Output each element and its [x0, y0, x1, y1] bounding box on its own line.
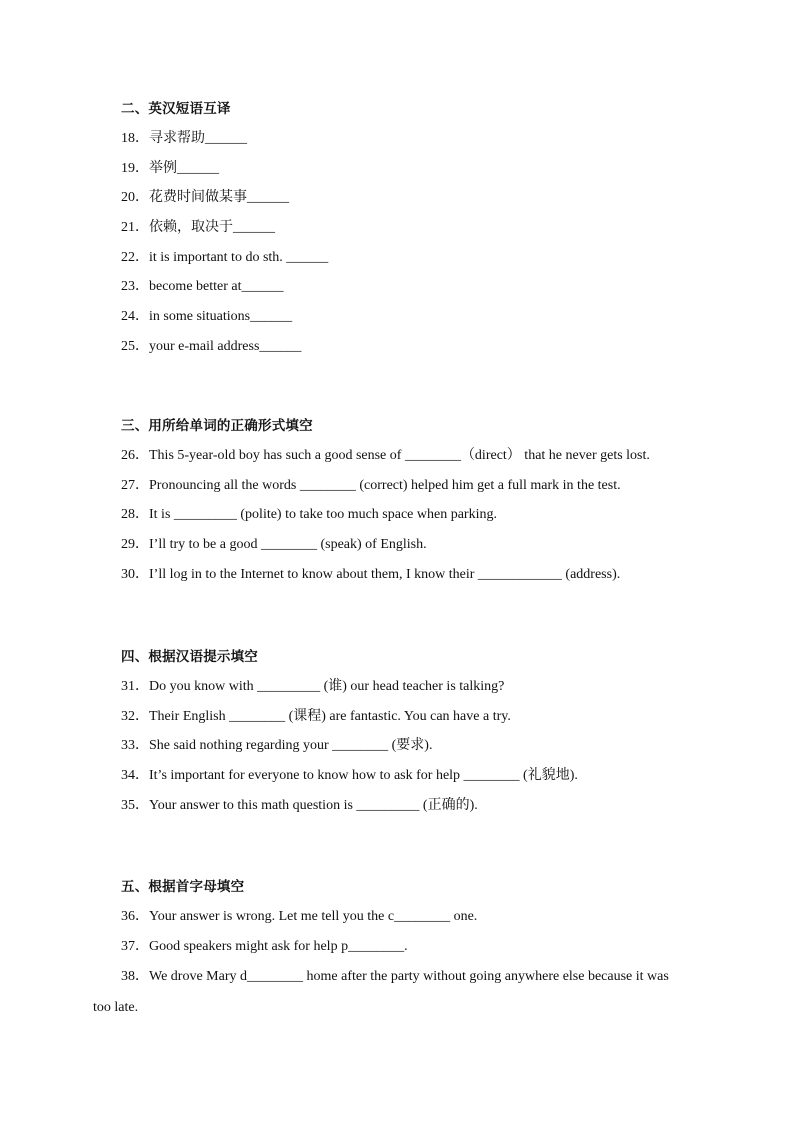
question-38-continuation	[93, 993, 701, 1023]
question-number: 21．	[121, 220, 149, 236]
section-first-letter	[93, 872, 701, 1023]
question-number: 26．	[121, 448, 149, 463]
question-25	[121, 332, 701, 362]
question-24	[121, 302, 701, 332]
question-28	[121, 500, 701, 530]
question-text: 花费时间做某事______	[149, 190, 289, 206]
question-number: 22．	[121, 249, 149, 265]
question-38	[121, 961, 701, 993]
question-number: 20．	[121, 190, 149, 206]
question-35	[121, 791, 701, 821]
question-text: I’ll try to be a good ________ (speak) of English.	[149, 537, 427, 553]
question-32	[121, 702, 701, 732]
question-text: I’ll log in to the Internet to know about them, I know their ____________ (address).	[149, 566, 621, 582]
question-number: 37．	[121, 938, 149, 954]
question-number: 23．	[121, 279, 149, 295]
section-phrase-translation	[121, 94, 701, 362]
section-title: 四、根据汉语提示填空	[121, 649, 258, 665]
question-number: 35．	[121, 797, 149, 813]
section-title: 二、英汉短语互译	[121, 101, 231, 117]
question-number: 24．	[121, 309, 149, 325]
question-number: 25．	[121, 338, 149, 354]
question-text: 寻求帮助______	[149, 131, 247, 146]
question-number: 32．	[121, 708, 149, 724]
question-text: Pronouncing all the words ________ (correct) helped him get a full mark in the test.	[149, 477, 621, 493]
question-21	[121, 213, 701, 243]
section-chinese-hints	[121, 642, 701, 820]
section-word-form	[121, 411, 701, 589]
question-text: become better at______	[149, 279, 284, 295]
question-23	[121, 272, 701, 302]
question-text: it is important to do sth. ______	[149, 249, 329, 265]
question-19	[121, 154, 701, 184]
question-number: 28．	[121, 507, 149, 523]
question-number: 34．	[121, 768, 149, 784]
question-text: Your answer to this math question is _________ (正确的).	[149, 797, 478, 813]
question-text-continuation: too late.	[93, 1000, 139, 1016]
question-33	[121, 731, 701, 761]
question-number: 38．	[121, 969, 149, 985]
question-34	[121, 761, 701, 791]
question-36	[121, 902, 701, 932]
question-text: 依赖，取决于______	[149, 220, 275, 236]
question-number: 36．	[121, 909, 149, 924]
question-text: Your answer is wrong. Let me tell you the c________ one.	[149, 909, 478, 924]
question-text: Do you know with _________ (谁) our head teacher is talking?	[149, 679, 505, 694]
question-text: She said nothing regarding your ________ (要求).	[149, 738, 433, 754]
section-title: 五、根据首字母填空	[121, 879, 245, 895]
question-22	[121, 243, 701, 273]
question-29	[121, 530, 701, 560]
question-text: We drove Mary d________ home after the party without going anywhere else because it was	[149, 969, 669, 985]
question-text: your e-mail address______	[149, 338, 302, 354]
question-31	[121, 672, 701, 702]
question-text: It’s important for everyone to know how to ask for help ________ (礼貌地).	[149, 768, 578, 784]
question-text: Good speakers might ask for help p________.	[149, 938, 408, 954]
question-number: 27．	[121, 477, 149, 493]
question-26	[121, 441, 701, 471]
question-number: 30．	[121, 566, 149, 582]
question-text: This 5-year-old boy has such a good sense of ________（direct） that he never gets lost.	[149, 448, 650, 463]
section-title: 三、用所给单词的正确形式填空	[121, 418, 313, 434]
question-number: 19．	[121, 160, 149, 176]
question-20	[121, 183, 701, 213]
question-number: 29．	[121, 537, 149, 553]
question-text: in some situations______	[149, 309, 293, 325]
question-text: Their English ________ (课程) are fantastic. You can have a try.	[149, 708, 511, 724]
question-text: It is _________ (polite) to take too much space when parking.	[149, 507, 497, 523]
question-number: 33．	[121, 738, 149, 754]
question-number: 18．	[121, 131, 149, 146]
question-number: 31．	[121, 679, 149, 694]
question-30	[121, 560, 701, 590]
question-18	[121, 124, 701, 154]
question-27	[121, 471, 701, 501]
question-37	[121, 932, 701, 962]
question-text: 举例______	[149, 160, 219, 176]
